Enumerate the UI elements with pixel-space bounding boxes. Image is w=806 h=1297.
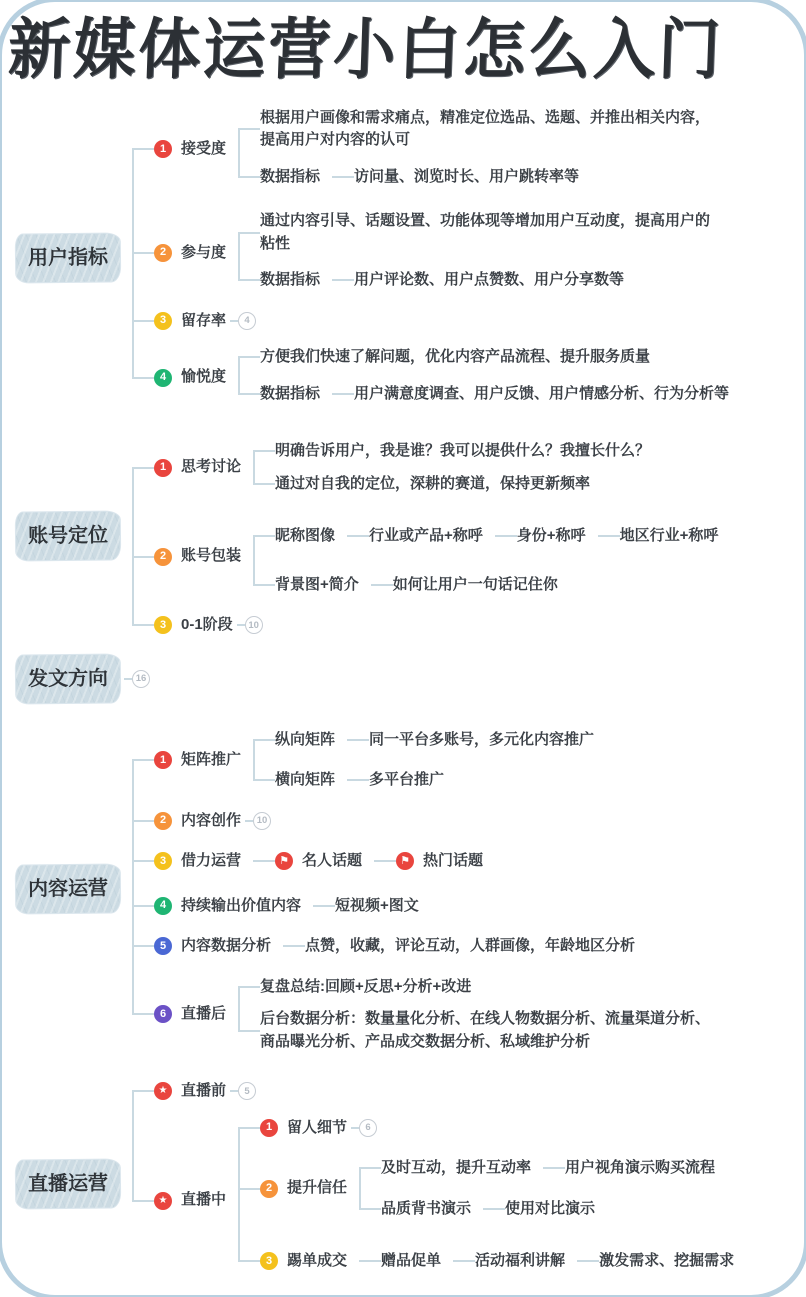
branch (154, 1112, 734, 1290)
number-badge: 2 (154, 548, 172, 566)
mindmap-node[interactable] (154, 137, 226, 162)
mindmap-node[interactable] (505, 1197, 595, 1222)
topic-node[interactable] (16, 234, 120, 282)
node-label: 0-1阶段 (181, 616, 233, 634)
node-label: 用户满意度调查、用户反馈、用户情感分析、行为分析等 (354, 384, 730, 402)
child-connector (238, 157, 718, 198)
node-label: 踢单成交 (287, 1252, 348, 1270)
mindmap-node[interactable] (260, 382, 320, 407)
child-connector (132, 837, 718, 886)
node-label: 根据用户画像和需求痛点，精准定位选品、选题、并推出相关内容，提高用户对内容的认可 (260, 108, 711, 149)
branch (16, 655, 794, 703)
node-label: 账号定位 (16, 512, 120, 561)
children-group (332, 264, 624, 297)
node-label: 内容运营 (16, 864, 120, 913)
children-group (253, 841, 483, 882)
children-group (347, 764, 444, 797)
mindmap-node[interactable] (275, 573, 359, 598)
branch (16, 716, 794, 1063)
child-connector (495, 516, 719, 557)
mindmap-node[interactable] (260, 1116, 377, 1141)
branch (260, 378, 729, 411)
node-label: 持续输出价值内容 (181, 896, 302, 914)
node-label: 昵称图像 (275, 527, 336, 545)
mindmap-node[interactable] (599, 1249, 734, 1274)
children-group (313, 890, 419, 923)
node-label: 留存率 (181, 311, 227, 329)
number-badge: 2 (154, 812, 172, 830)
children-group (238, 341, 729, 414)
node-label: 留人细节 (287, 1118, 348, 1136)
collapsed-count-badge[interactable] (230, 1082, 256, 1100)
node-label: 数据指标 (260, 167, 321, 185)
children-group (347, 724, 594, 757)
number-badge: 6 (154, 1005, 172, 1023)
number-badge: 2 (260, 1180, 278, 1198)
children-group (253, 720, 594, 801)
children-group (359, 1237, 734, 1286)
node-label: 借力运营 (181, 852, 242, 870)
child-connector (453, 1241, 734, 1282)
branch (154, 508, 718, 605)
node-label: 提升信任 (287, 1179, 348, 1197)
child-connector (359, 1148, 715, 1189)
node-label: 用户指标 (16, 233, 120, 282)
node-label: 使用对比演示 (505, 1199, 596, 1217)
number-badge: 1 (260, 1119, 278, 1137)
child-connector (483, 1193, 595, 1226)
mindmap-node[interactable] (275, 849, 362, 874)
child-connector (132, 886, 718, 927)
node-label: 多平台推广 (369, 771, 445, 789)
mindmap-node[interactable] (260, 165, 320, 190)
node-label: 方便我们快速了解问题，优化内容产品流程、提升服务质量 (260, 348, 651, 366)
node-label: 用户评论数、用户点赞数、用户分享数等 (354, 271, 625, 289)
collapsed-count-badge[interactable] (124, 670, 150, 688)
mindmap-node[interactable] (396, 849, 483, 874)
branch (275, 439, 650, 464)
child-connector (238, 374, 729, 415)
mindmap-node[interactable] (260, 106, 718, 153)
collapsed-dash (230, 1090, 238, 1092)
node-label: 愉悦度 (181, 368, 227, 386)
child-connector (253, 841, 483, 882)
mindmap-node[interactable] (260, 1176, 347, 1201)
number-badge: 2 (154, 244, 172, 262)
branch (154, 102, 718, 198)
branch (154, 309, 256, 334)
node-label: 身份+称呼 (516, 527, 586, 545)
branch (260, 1148, 715, 1229)
child-connector (332, 161, 579, 194)
node-label: 热门话题 (423, 852, 484, 870)
branch (154, 1079, 256, 1104)
child-connector (543, 1152, 715, 1185)
collapsed-count-badge[interactable] (245, 812, 271, 830)
node-label: 如何让用户一句话记住你 (392, 575, 558, 593)
mindmap-node[interactable] (369, 524, 483, 549)
branch (16, 98, 794, 419)
node-label: 短视频+图文 (335, 896, 419, 914)
branch (260, 1237, 734, 1286)
collapsed-count: 5 (238, 1082, 256, 1100)
children-group (132, 1075, 734, 1294)
child-connector (577, 1245, 734, 1278)
child-connector (283, 930, 635, 963)
mindmap-node[interactable] (565, 1156, 715, 1181)
child-connector (253, 468, 650, 501)
node-label: 通过对自我的定位，深耕的赛道，保持更新频率 (275, 474, 591, 492)
node-label: 直播前 (181, 1082, 227, 1100)
collapsed-count: 6 (359, 1119, 377, 1137)
child-connector (132, 201, 729, 305)
child-connector (347, 724, 594, 757)
mindmap-node[interactable] (335, 894, 419, 919)
branch (260, 106, 718, 153)
collapsed-count-badge[interactable] (237, 616, 263, 634)
node-label: 明确告诉用户，我是谁？我可以提供什么？我擅长什么？ (275, 442, 651, 460)
number-badge: 1 (154, 459, 172, 477)
mindmap-canvas[interactable] (0, 90, 800, 1294)
child-connector (238, 1112, 734, 1145)
mindmap-node[interactable] (354, 382, 729, 407)
collapsed-count-badge[interactable] (230, 312, 256, 330)
child-connector (347, 512, 718, 561)
children-group (495, 516, 719, 557)
branch (354, 165, 579, 190)
child-connector (132, 431, 718, 504)
number-badge: 3 (154, 616, 172, 634)
children-group (359, 1148, 715, 1229)
mindmap-node[interactable] (260, 209, 718, 256)
node-label: 通过内容引导、话题设置、功能体现等增加用户互动度，提高用户的粘性 (260, 212, 711, 252)
child-connector (132, 1108, 734, 1294)
branch (260, 345, 650, 370)
branch (565, 1156, 715, 1181)
child-connector (238, 1233, 734, 1290)
topic-node[interactable] (16, 655, 150, 703)
children-group (332, 161, 579, 194)
branch (154, 809, 271, 834)
node-label: 内容数据分析 (181, 937, 272, 955)
children-group (283, 930, 635, 963)
branch (381, 1193, 595, 1226)
mindmap-node[interactable] (275, 524, 335, 549)
children-group (374, 845, 483, 878)
number-badge: 1 (154, 751, 172, 769)
collapsed-dash (237, 624, 245, 626)
mindmap-node[interactable] (275, 768, 335, 793)
branch (154, 435, 650, 500)
mindmap-node[interactable] (154, 809, 271, 834)
flag-icon: ⚑ (275, 852, 293, 870)
child-connector (253, 720, 594, 761)
node-label: 及时互动，提升互动率 (381, 1159, 532, 1177)
children-group (238, 102, 718, 198)
child-connector (132, 967, 718, 1063)
mindmap-node[interactable] (393, 573, 558, 598)
child-connector (359, 1189, 715, 1230)
branch (475, 1245, 734, 1278)
node-label: 地区行业+称呼 (619, 527, 719, 545)
branch (260, 264, 624, 297)
branch (393, 573, 558, 598)
child-connector (253, 565, 718, 606)
topic-node[interactable] (16, 865, 120, 913)
collapsed-count: 10 (253, 812, 271, 830)
children-group (238, 205, 718, 301)
node-label: 访问量、浏览时长、用户跳转率等 (354, 167, 580, 185)
branch (154, 720, 594, 801)
collapsed-dash (351, 1127, 359, 1129)
child-connector (359, 1237, 734, 1286)
branch (16, 431, 794, 642)
flag-icon: ⚑ (396, 852, 414, 870)
branch (275, 472, 590, 497)
mindmap-node[interactable] (354, 268, 624, 293)
collapsed-dash (230, 320, 238, 322)
child-connector (253, 508, 718, 565)
child-connector (132, 305, 729, 338)
child-connector (347, 764, 444, 797)
node-label: 行业或产品+称呼 (369, 527, 483, 545)
mindmap-node[interactable] (381, 1197, 471, 1222)
node-label: 活动福利讲解 (475, 1252, 566, 1270)
mindmap-node[interactable] (369, 728, 594, 753)
mindmap-node[interactable] (154, 849, 241, 874)
branch (275, 845, 483, 878)
mindmap-node[interactable] (154, 309, 256, 334)
node-label: 激发需求、挖掘需求 (599, 1252, 735, 1270)
collapsed-count: 16 (132, 670, 150, 688)
branch (154, 890, 419, 923)
mindmap-node[interactable] (154, 544, 241, 569)
children-group (132, 716, 718, 1063)
node-label: 内容创作 (181, 811, 242, 829)
number-badge: 5 (154, 937, 172, 955)
node-label: 思考讨论 (181, 458, 242, 476)
child-connector (132, 805, 718, 838)
branch (16, 1075, 794, 1294)
branch (354, 382, 729, 407)
branch (154, 341, 729, 414)
mindmap-node[interactable] (354, 165, 579, 190)
child-connector (332, 264, 624, 297)
collapsed-dash (124, 678, 132, 680)
mindmap-node[interactable] (154, 1079, 256, 1104)
child-connector (238, 1144, 734, 1233)
branch (354, 268, 624, 293)
children-group (453, 1241, 734, 1282)
branch (381, 1241, 734, 1282)
number-badge: 3 (154, 312, 172, 330)
star-icon: ★ (154, 1082, 172, 1100)
mindmap-node[interactable] (275, 728, 335, 753)
child-connector (253, 435, 650, 468)
branch (260, 1007, 718, 1054)
branch (369, 516, 718, 557)
child-connector (238, 102, 718, 157)
mindmap-node[interactable] (154, 748, 241, 773)
branch (381, 1152, 715, 1185)
children-group (238, 971, 718, 1059)
branch (599, 1249, 734, 1274)
branch (369, 768, 444, 793)
children-group (598, 520, 719, 553)
mindmap-node[interactable] (154, 934, 271, 959)
child-connector (598, 520, 719, 553)
children-group (132, 431, 718, 642)
number-badge: 3 (260, 1252, 278, 1270)
node-label: 后台数据分析：数量量化分析、在线人物数据分析、流量渠道分析、商品曝光分析、产品成交数据分析、私域维护分析 (260, 1010, 711, 1050)
node-label: 参与度 (181, 243, 227, 261)
collapsed-count: 10 (245, 616, 263, 634)
branch (154, 971, 718, 1059)
branch (260, 1116, 377, 1141)
branch (260, 161, 579, 194)
node-label: 账号包装 (181, 547, 242, 565)
node-label: 名人话题 (302, 852, 363, 870)
mindmap-node[interactable] (381, 1156, 531, 1181)
child-connector (132, 504, 718, 609)
mindmap-node[interactable] (260, 1249, 347, 1274)
children-group (332, 378, 729, 411)
branch (154, 613, 263, 638)
mindmap-node[interactable] (381, 1249, 441, 1274)
child-connector (332, 378, 729, 411)
branch (396, 849, 483, 874)
mindmap-node[interactable] (260, 975, 471, 1000)
node-label: 发文方向 (16, 654, 120, 703)
topic-node[interactable] (16, 1160, 120, 1208)
topic-node[interactable] (16, 512, 120, 560)
child-connector (132, 337, 729, 418)
mindmap-node[interactable] (275, 472, 590, 497)
node-label: 直播运营 (16, 1160, 120, 1209)
mindmap-node[interactable] (369, 768, 444, 793)
mindmap-node[interactable] (154, 455, 241, 480)
children-group (238, 1112, 734, 1290)
collapsed-count-badge[interactable] (351, 1119, 377, 1137)
node-label: 直播后 (181, 1005, 227, 1023)
node-label: 纵向矩阵 (275, 730, 336, 748)
children-group (132, 98, 729, 419)
children-group (577, 1245, 734, 1278)
branch (335, 894, 419, 919)
children-group (253, 508, 718, 605)
branch (260, 975, 471, 1000)
child-connector (238, 971, 718, 1004)
mindmap-node[interactable] (305, 934, 635, 959)
children-group (347, 512, 718, 561)
children-group (483, 1193, 595, 1226)
node-label: 接受度 (181, 140, 227, 158)
child-connector (253, 760, 594, 801)
node-label: 数据指标 (260, 384, 321, 402)
branch (275, 512, 718, 561)
node-label: 直播中 (181, 1191, 227, 1209)
child-connector (238, 260, 718, 301)
node-label: 用户视角演示购买流程 (565, 1159, 716, 1177)
mindmap-node[interactable] (260, 345, 650, 370)
page-title: 新媒体运营小白怎么入门 (6, 13, 725, 87)
branch (275, 569, 558, 602)
number-badge: 4 (154, 897, 172, 915)
mindmap-node[interactable] (475, 1249, 565, 1274)
node-label: 矩阵推广 (181, 750, 242, 768)
branch (154, 205, 718, 301)
branch (154, 930, 635, 963)
children-group (371, 569, 558, 602)
branch (505, 1197, 595, 1222)
child-connector (132, 716, 718, 805)
node-label: 数据指标 (260, 271, 321, 289)
children-group (253, 435, 650, 500)
children-group (543, 1152, 715, 1185)
number-badge: 3 (154, 852, 172, 870)
mindmap-node[interactable] (154, 894, 301, 919)
node-label: 背景图+简介 (275, 575, 359, 593)
node-label: 横向矩阵 (275, 771, 336, 789)
child-connector (132, 926, 718, 967)
mindmap-node[interactable] (154, 365, 226, 390)
mindmap-node[interactable] (275, 439, 650, 464)
number-badge: 4 (154, 369, 172, 387)
branch (275, 724, 594, 757)
mindmap-node[interactable] (260, 268, 320, 293)
branch (275, 764, 444, 797)
child-connector (238, 1003, 718, 1058)
child-connector (238, 341, 729, 374)
child-connector (371, 569, 558, 602)
number-badge: 1 (154, 140, 172, 158)
child-connector (132, 609, 718, 642)
mindmap-node[interactable] (620, 524, 719, 549)
node-label: 同一平台多账号，多元化内容推广 (369, 730, 595, 748)
mindmap-node[interactable] (154, 241, 226, 266)
collapsed-count: 4 (238, 312, 256, 330)
node-label: 品质背书演示 (381, 1199, 472, 1217)
mindmap-node[interactable] (517, 524, 586, 549)
branch (154, 841, 483, 882)
child-connector (313, 890, 419, 923)
branch (620, 524, 719, 549)
node-label: 点赞，收藏，评论互动，人群画像，年龄地区分析 (305, 937, 636, 955)
mindmap-node[interactable] (154, 1002, 226, 1027)
branch (369, 728, 594, 753)
branch (517, 520, 719, 553)
mindmap-node[interactable] (260, 1007, 718, 1054)
collapsed-dash (245, 820, 253, 822)
star-icon: ★ (154, 1192, 172, 1210)
child-connector (132, 1075, 734, 1108)
branch (305, 934, 635, 959)
child-connector (238, 205, 718, 260)
mindmap-node[interactable] (154, 613, 263, 638)
child-connector (132, 98, 729, 202)
mindmap-node[interactable] (154, 1188, 226, 1213)
node-label: 复盘总结:回顾+反思+分析+改进 (260, 977, 472, 995)
branch (260, 209, 718, 256)
child-connector (374, 845, 483, 878)
node-label: 赠品促单 (381, 1252, 442, 1270)
